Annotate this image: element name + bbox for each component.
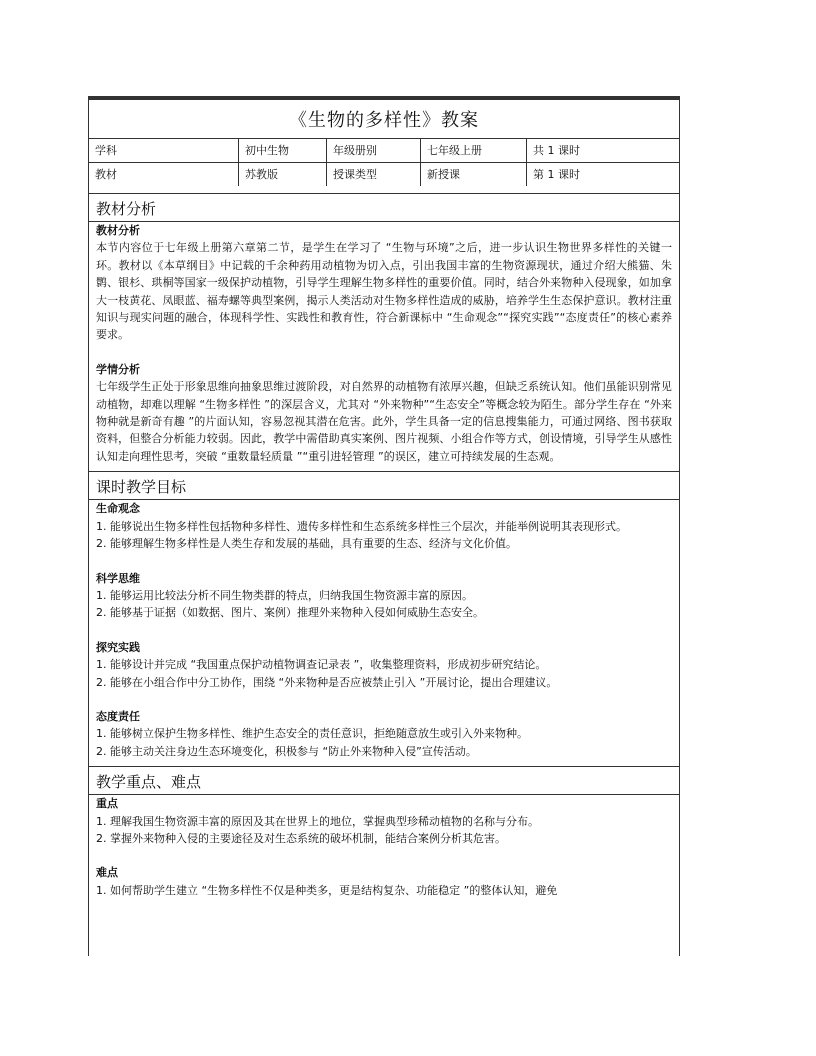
- grade-label: 年级册别: [327, 139, 421, 162]
- subject-value: 初中生物: [239, 139, 327, 162]
- section-keypoints-body: [89, 795, 679, 899]
- objective-item: 1. 能够树立保护生物多样性、维护生态安全的责任意识，拒绝随意放生或引入外来物种。: [96, 727, 528, 741]
- grade-value: 七年级上册: [421, 139, 527, 162]
- objective-item: 2. 能够理解生物多样性是人类生存和发展的基础，具有重要的生态、经济与文化价值。: [96, 537, 517, 551]
- student-analysis-text: 七年级学生正处于形象思维向抽象思维过渡阶段，对自然界的动植物有浓厚兴趣，但缺乏系统认知。他们虽能识别常见动植物，却难以理解 “生物多样性 ”的深层含义，尤其对 “外来物种”“生态安全”等概念较为陌生。部分学生存在 “外来物种就是新奇有趣 ”的片面认知，容易忽视其潜在危害。此外，学生具备一定的信息搜集能力，可通过网络、图书获取资料，但整合分析能力较弱。因此，教学中需借助真实案例、图片视频、小组合作等方式，创设情境，引导学生从感性认知走向理性思考，突破 “重数量轻质量 ”“重引进轻管理 ”的误区，建立可持续发展的生态观。: [96, 380, 672, 463]
- textbook-analysis-text: 本节内容位于七年级上册第六章第二节，是学生在学习了 “生物与环境”之后，进一步认识生物世界多样性的关键一环。教材以《本草纲目》中记载的千余种药用动植物为切入点，引出我国丰富的生物资源现状，通过介绍大熊猫、朱鹮、银杉、珙桐等国家一级保护动植物，引导学生理解生物多样性的重要价值。同时，结合外来物种入侵现象，如加拿大一枝黄花、凤眼蓝、福寿螺等典型案例，揭示人类活动对生物多样性造成的威胁，培养学生生态保护意识。教材注重知识与现实问题的融合，体现科学性、实践性和教育性，符合新课标中 “生命观念”“探究实践”“态度责任”的核心素养要求。: [96, 241, 672, 342]
- key-points-heading: 重点: [96, 797, 118, 811]
- section-analysis-title: 教材分析: [89, 193, 679, 222]
- objective-item: 2. 能够基于证据（如数据、图片、案例）推理外来物种入侵如何威胁生态安全。: [96, 606, 484, 620]
- subject-label: 学科: [89, 139, 239, 162]
- objective-group-heading: 科学思维: [96, 571, 140, 585]
- section-objectives-title: 课时教学目标: [89, 471, 679, 500]
- textbook-value: 苏教版: [239, 163, 327, 186]
- key-point-item: 1. 理解我国生物资源丰富的原因及其在世界上的地位，掌握典型珍稀动植物的名称与分布。: [96, 814, 539, 828]
- info-row-2: [89, 163, 679, 186]
- objective-group-heading: 态度责任: [96, 709, 140, 723]
- total-hours: 共 1 课时: [533, 144, 580, 157]
- textbook-label: 教材: [89, 163, 239, 186]
- lesson-type-label: 授课类型: [327, 163, 421, 186]
- lesson-number: 第 1 课时: [533, 168, 580, 181]
- student-analysis-heading: 学情分析: [96, 362, 140, 376]
- objective-item: 2. 能够主动关注身边生态环境变化，积极参与 “防止外来物种入侵”宣传活动。: [96, 744, 477, 758]
- objective-item: 1. 能够设计并完成 “我国重点保护动植物调查记录表 ”，收集整理资料，形成初步研究结论。: [96, 658, 547, 672]
- objective-item: 2. 能够在小组合作中分工协作，围绕 “外来物种是否应被禁止引入 ”开展讨论，提出合理建议。: [96, 675, 558, 689]
- lesson-plan-page: [88, 96, 680, 956]
- info-row-1: [89, 139, 679, 163]
- objective-group-heading: 生命观念: [96, 502, 140, 516]
- section-objectives-body: [89, 500, 679, 760]
- textbook-analysis-heading: 教材分析: [96, 224, 140, 237]
- objective-item: 1. 能够运用比较法分析不同生物类群的特点，归纳我国生物资源丰富的原因。: [96, 588, 473, 602]
- lesson-type-value: 新授课: [421, 163, 527, 186]
- difficult-points-heading: 难点: [96, 866, 118, 880]
- key-point-item: 2. 掌握外来物种入侵的主要途径及对生态系统的破坏机制，能结合案例分析其危害。: [96, 831, 506, 845]
- objective-group-heading: 探究实践: [96, 640, 140, 654]
- section-keypoints-title: 教学重点、难点: [89, 766, 679, 795]
- section-analysis-body: [89, 222, 679, 465]
- doc-title: 《生物的多样性》教案: [89, 97, 679, 139]
- objective-item: 1. 能够说出生物多样性包括物种多样性、遗传多样性和生态系统多样性三个层次，并能举例说明其表现形式。: [96, 519, 627, 533]
- difficult-point-item: 1. 如何帮助学生建立 “生物多样性不仅是种类多，更是结构复杂、功能稳定 ”的整体认知，避免: [96, 883, 558, 897]
